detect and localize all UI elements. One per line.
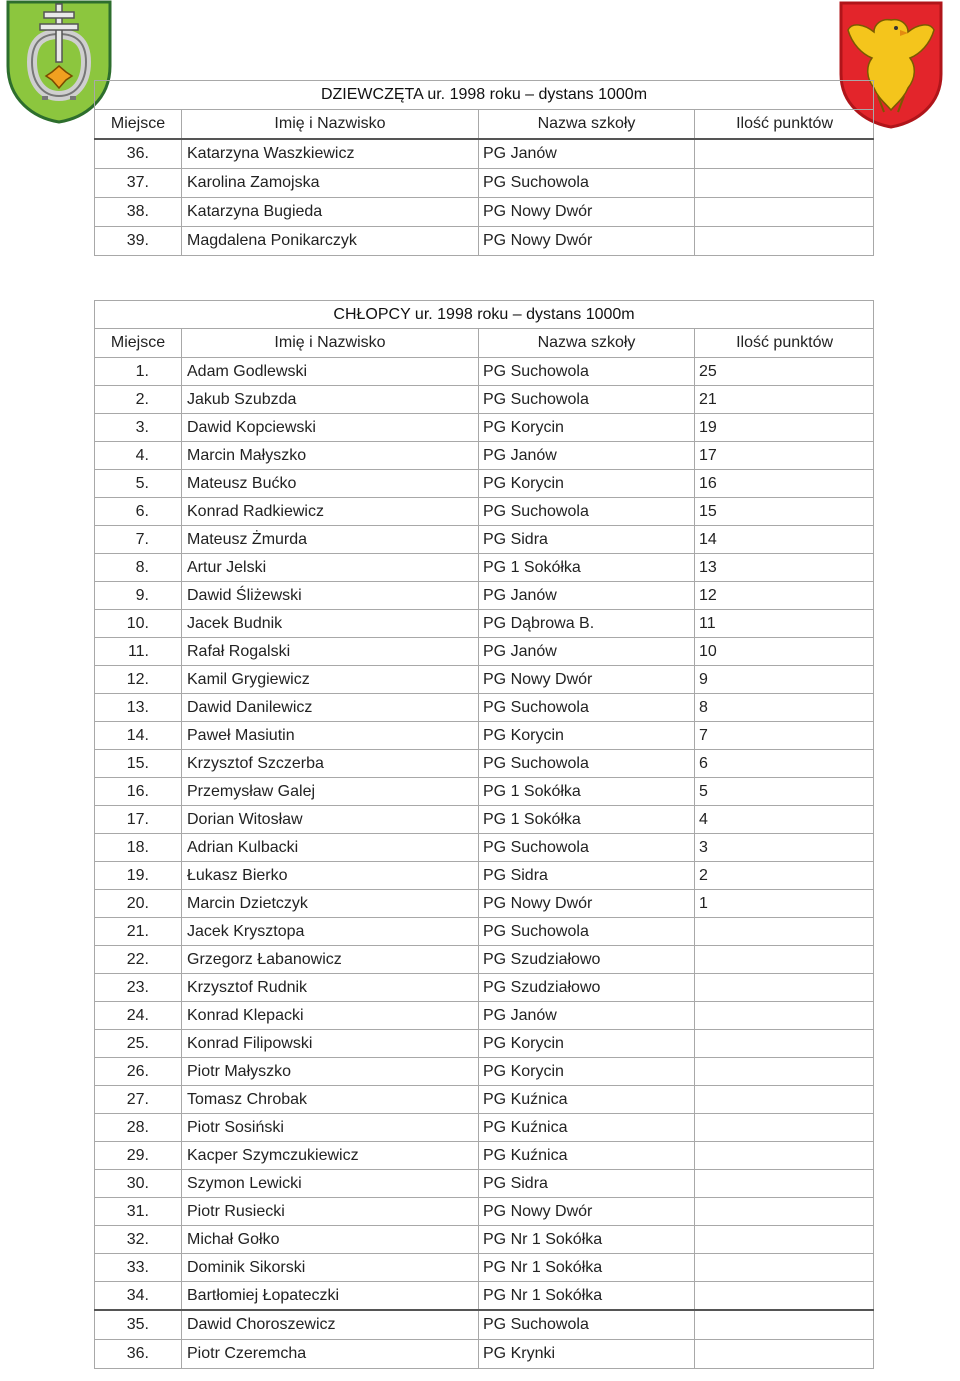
column-header-points: Ilość punktów <box>695 110 874 140</box>
row-place: 11. <box>95 638 182 666</box>
row-points: 9 <box>695 666 874 694</box>
row-place: 19. <box>95 862 182 890</box>
row-name: Karolina Zamojska <box>182 169 479 198</box>
row-school: PG Krynki <box>479 1340 695 1369</box>
column-header-name: Imię i Nazwisko <box>182 110 479 140</box>
table-row <box>95 470 874 498</box>
row-points <box>695 1310 874 1340</box>
table-row <box>95 750 874 778</box>
row-place: 16. <box>95 778 182 806</box>
row-place: 24. <box>95 1002 182 1030</box>
row-name: Konrad Klepacki <box>182 1002 479 1030</box>
table-row <box>95 1340 874 1369</box>
table-row <box>95 834 874 862</box>
row-school: PG Suchowola <box>479 918 695 946</box>
table-row <box>95 169 874 198</box>
row-place: 3. <box>95 414 182 442</box>
row-points: 13 <box>695 554 874 582</box>
row-school: PG Suchowola <box>479 694 695 722</box>
row-place: 23. <box>95 974 182 1002</box>
row-name: Krzysztof Szczerba <box>182 750 479 778</box>
column-header-school: Nazwa szkoły <box>479 329 695 358</box>
table-row <box>95 227 874 256</box>
row-school: PG Janów <box>479 582 695 610</box>
boys-results-table <box>94 300 874 1369</box>
row-points: 14 <box>695 526 874 554</box>
row-points: 17 <box>695 442 874 470</box>
row-name: Tomasz Chrobak <box>182 1086 479 1114</box>
row-name: Mateusz Bućko <box>182 470 479 498</box>
row-school: PG Kuźnica <box>479 1086 695 1114</box>
row-place: 14. <box>95 722 182 750</box>
row-name: Marcin Dzietczyk <box>182 890 479 918</box>
table-row <box>95 139 874 169</box>
row-name: Dawid Kopciewski <box>182 414 479 442</box>
row-name: Grzegorz Łabanowicz <box>182 946 479 974</box>
row-school: PG Sidra <box>479 1170 695 1198</box>
table-row <box>95 666 874 694</box>
table-row <box>95 1114 874 1142</box>
table-row <box>95 1310 874 1340</box>
table-row <box>95 554 874 582</box>
table-row <box>95 862 874 890</box>
row-points <box>695 918 874 946</box>
row-name: Dawid Choroszewicz <box>182 1310 479 1340</box>
row-school: PG Suchowola <box>479 169 695 198</box>
row-school: PG Sidra <box>479 526 695 554</box>
row-school: PG Suchowola <box>479 1310 695 1340</box>
table-row <box>95 1086 874 1114</box>
row-place: 17. <box>95 806 182 834</box>
row-points: 2 <box>695 862 874 890</box>
row-points <box>695 1086 874 1114</box>
column-header-place: Miejsce <box>95 329 182 358</box>
table-row <box>95 890 874 918</box>
row-place: 25. <box>95 1030 182 1058</box>
row-place: 33. <box>95 1254 182 1282</box>
row-points <box>695 1002 874 1030</box>
row-place: 28. <box>95 1114 182 1142</box>
row-points <box>695 1142 874 1170</box>
row-name: Adam Godlewski <box>182 358 479 386</box>
row-name: Marcin Małyszko <box>182 442 479 470</box>
row-name: Przemysław Galej <box>182 778 479 806</box>
girls-results-table <box>94 80 874 256</box>
row-place: 39. <box>95 227 182 256</box>
row-name: Jakub Szubzda <box>182 386 479 414</box>
table-row <box>95 694 874 722</box>
row-points: 25 <box>695 358 874 386</box>
row-points <box>695 227 874 256</box>
table-row <box>95 1170 874 1198</box>
table-row <box>95 1030 874 1058</box>
row-points <box>695 1254 874 1282</box>
row-name: Szymon Lewicki <box>182 1170 479 1198</box>
row-place: 29. <box>95 1142 182 1170</box>
row-name: Katarzyna Bugieda <box>182 198 479 227</box>
row-place: 20. <box>95 890 182 918</box>
row-school: PG Suchowola <box>479 386 695 414</box>
row-school: PG Suchowola <box>479 358 695 386</box>
row-school: PG Korycin <box>479 414 695 442</box>
row-points <box>695 1058 874 1086</box>
row-name: Piotr Czeremcha <box>182 1340 479 1369</box>
table-row <box>95 1058 874 1086</box>
row-school: PG Nr 1 Sokółka <box>479 1282 695 1311</box>
table-row <box>95 806 874 834</box>
girls-table-title: DZIEWCZĘTA ur. 1998 roku – dystans 1000m <box>95 81 874 110</box>
table-row <box>95 610 874 638</box>
row-school: PG Kuźnica <box>479 1142 695 1170</box>
table-row <box>95 974 874 1002</box>
row-place: 21. <box>95 918 182 946</box>
row-school: PG Korycin <box>479 1030 695 1058</box>
row-place: 10. <box>95 610 182 638</box>
row-points: 11 <box>695 610 874 638</box>
row-name: Paweł Masiutin <box>182 722 479 750</box>
row-points <box>695 1340 874 1369</box>
row-points <box>695 1198 874 1226</box>
row-points <box>695 1282 874 1311</box>
row-place: 32. <box>95 1226 182 1254</box>
row-place: 36. <box>95 139 182 169</box>
row-school: PG Suchowola <box>479 750 695 778</box>
row-name: Adrian Kulbacki <box>182 834 479 862</box>
row-school: PG Nowy Dwór <box>479 666 695 694</box>
row-school: PG Szudziałowo <box>479 946 695 974</box>
row-school: PG Nowy Dwór <box>479 890 695 918</box>
boys-table-title: CHŁOPCY ur. 1998 roku – dystans 1000m <box>95 301 874 329</box>
row-place: 37. <box>95 169 182 198</box>
table-row <box>95 638 874 666</box>
row-points: 10 <box>695 638 874 666</box>
row-name: Dawid Śliżewski <box>182 582 479 610</box>
row-points: 4 <box>695 806 874 834</box>
table-row <box>95 1254 874 1282</box>
row-name: Katarzyna Waszkiewicz <box>182 139 479 169</box>
table-row <box>95 498 874 526</box>
row-points <box>695 1226 874 1254</box>
row-place: 2. <box>95 386 182 414</box>
row-place: 13. <box>95 694 182 722</box>
row-name: Dominik Sikorski <box>182 1254 479 1282</box>
row-place: 7. <box>95 526 182 554</box>
row-name: Konrad Filipowski <box>182 1030 479 1058</box>
row-points: 6 <box>695 750 874 778</box>
row-school: PG Suchowola <box>479 834 695 862</box>
row-place: 9. <box>95 582 182 610</box>
row-school: PG Nowy Dwór <box>479 1198 695 1226</box>
row-school: PG Janów <box>479 442 695 470</box>
row-points: 19 <box>695 414 874 442</box>
table-row <box>95 442 874 470</box>
row-place: 34. <box>95 1282 182 1311</box>
row-place: 8. <box>95 554 182 582</box>
table-row <box>95 386 874 414</box>
row-place: 30. <box>95 1170 182 1198</box>
row-name: Jacek Budnik <box>182 610 479 638</box>
row-points <box>695 946 874 974</box>
row-points: 21 <box>695 386 874 414</box>
row-name: Mateusz Żmurda <box>182 526 479 554</box>
row-points <box>695 1170 874 1198</box>
row-school: PG 1 Sokółka <box>479 778 695 806</box>
table-row <box>95 414 874 442</box>
row-place: 22. <box>95 946 182 974</box>
row-school: PG Suchowola <box>479 498 695 526</box>
row-place: 26. <box>95 1058 182 1086</box>
row-school: PG Sidra <box>479 862 695 890</box>
row-name: Dawid Danilewicz <box>182 694 479 722</box>
row-place: 5. <box>95 470 182 498</box>
column-header-points: Ilość punktów <box>695 329 874 358</box>
row-points: 16 <box>695 470 874 498</box>
row-points: 7 <box>695 722 874 750</box>
row-school: PG Korycin <box>479 722 695 750</box>
row-name: Krzysztof Rudnik <box>182 974 479 1002</box>
row-points: 3 <box>695 834 874 862</box>
table-row <box>95 582 874 610</box>
column-header-place: Miejsce <box>95 110 182 140</box>
row-school: PG Nowy Dwór <box>479 198 695 227</box>
row-name: Konrad Radkiewicz <box>182 498 479 526</box>
table-row <box>95 1198 874 1226</box>
row-place: 1. <box>95 358 182 386</box>
row-place: 27. <box>95 1086 182 1114</box>
row-school: PG Szudziałowo <box>479 974 695 1002</box>
row-name: Magdalena Ponikarczyk <box>182 227 479 256</box>
row-points <box>695 139 874 169</box>
row-place: 35. <box>95 1310 182 1340</box>
row-name: Kamil Grygiewicz <box>182 666 479 694</box>
row-place: 31. <box>95 1198 182 1226</box>
row-school: PG Korycin <box>479 1058 695 1086</box>
row-name: Piotr Sosiński <box>182 1114 479 1142</box>
row-school: PG Dąbrowa B. <box>479 610 695 638</box>
row-school: PG Janów <box>479 638 695 666</box>
row-points: 15 <box>695 498 874 526</box>
row-place: 6. <box>95 498 182 526</box>
row-school: PG Kuźnica <box>479 1114 695 1142</box>
row-school: PG Janów <box>479 1002 695 1030</box>
row-school: PG Janów <box>479 139 695 169</box>
row-points: 1 <box>695 890 874 918</box>
row-place: 15. <box>95 750 182 778</box>
table-row <box>95 1142 874 1170</box>
row-name: Artur Jelski <box>182 554 479 582</box>
row-points <box>695 974 874 1002</box>
row-name: Rafał Rogalski <box>182 638 479 666</box>
row-points <box>695 1114 874 1142</box>
row-school: PG Nr 1 Sokółka <box>479 1254 695 1282</box>
row-name: Bartłomiej Łopateczki <box>182 1282 479 1311</box>
row-school: PG 1 Sokółka <box>479 806 695 834</box>
row-place: 12. <box>95 666 182 694</box>
table-row <box>95 918 874 946</box>
row-name: Michał Gołko <box>182 1226 479 1254</box>
row-name: Dorian Witosław <box>182 806 479 834</box>
table-row <box>95 1282 874 1311</box>
row-points <box>695 169 874 198</box>
row-place: 4. <box>95 442 182 470</box>
row-name: Jacek Krysztopa <box>182 918 479 946</box>
table-row <box>95 1002 874 1030</box>
table-row <box>95 358 874 386</box>
row-points <box>695 1030 874 1058</box>
row-name: Piotr Rusiecki <box>182 1198 479 1226</box>
row-school: PG Korycin <box>479 470 695 498</box>
row-points <box>695 198 874 227</box>
table-row <box>95 198 874 227</box>
row-points: 8 <box>695 694 874 722</box>
table-row <box>95 946 874 974</box>
row-points: 5 <box>695 778 874 806</box>
row-name: Łukasz Bierko <box>182 862 479 890</box>
table-row <box>95 778 874 806</box>
row-school: PG Nr 1 Sokółka <box>479 1226 695 1254</box>
table-row <box>95 1226 874 1254</box>
row-points: 12 <box>695 582 874 610</box>
row-school: PG 1 Sokółka <box>479 554 695 582</box>
column-header-name: Imię i Nazwisko <box>182 329 479 358</box>
row-name: Kacper Szymczukiewicz <box>182 1142 479 1170</box>
row-place: 38. <box>95 198 182 227</box>
table-row <box>95 722 874 750</box>
row-place: 18. <box>95 834 182 862</box>
row-place: 36. <box>95 1340 182 1369</box>
row-school: PG Nowy Dwór <box>479 227 695 256</box>
column-header-school: Nazwa szkoły <box>479 110 695 140</box>
row-name: Piotr Małyszko <box>182 1058 479 1086</box>
table-row <box>95 526 874 554</box>
